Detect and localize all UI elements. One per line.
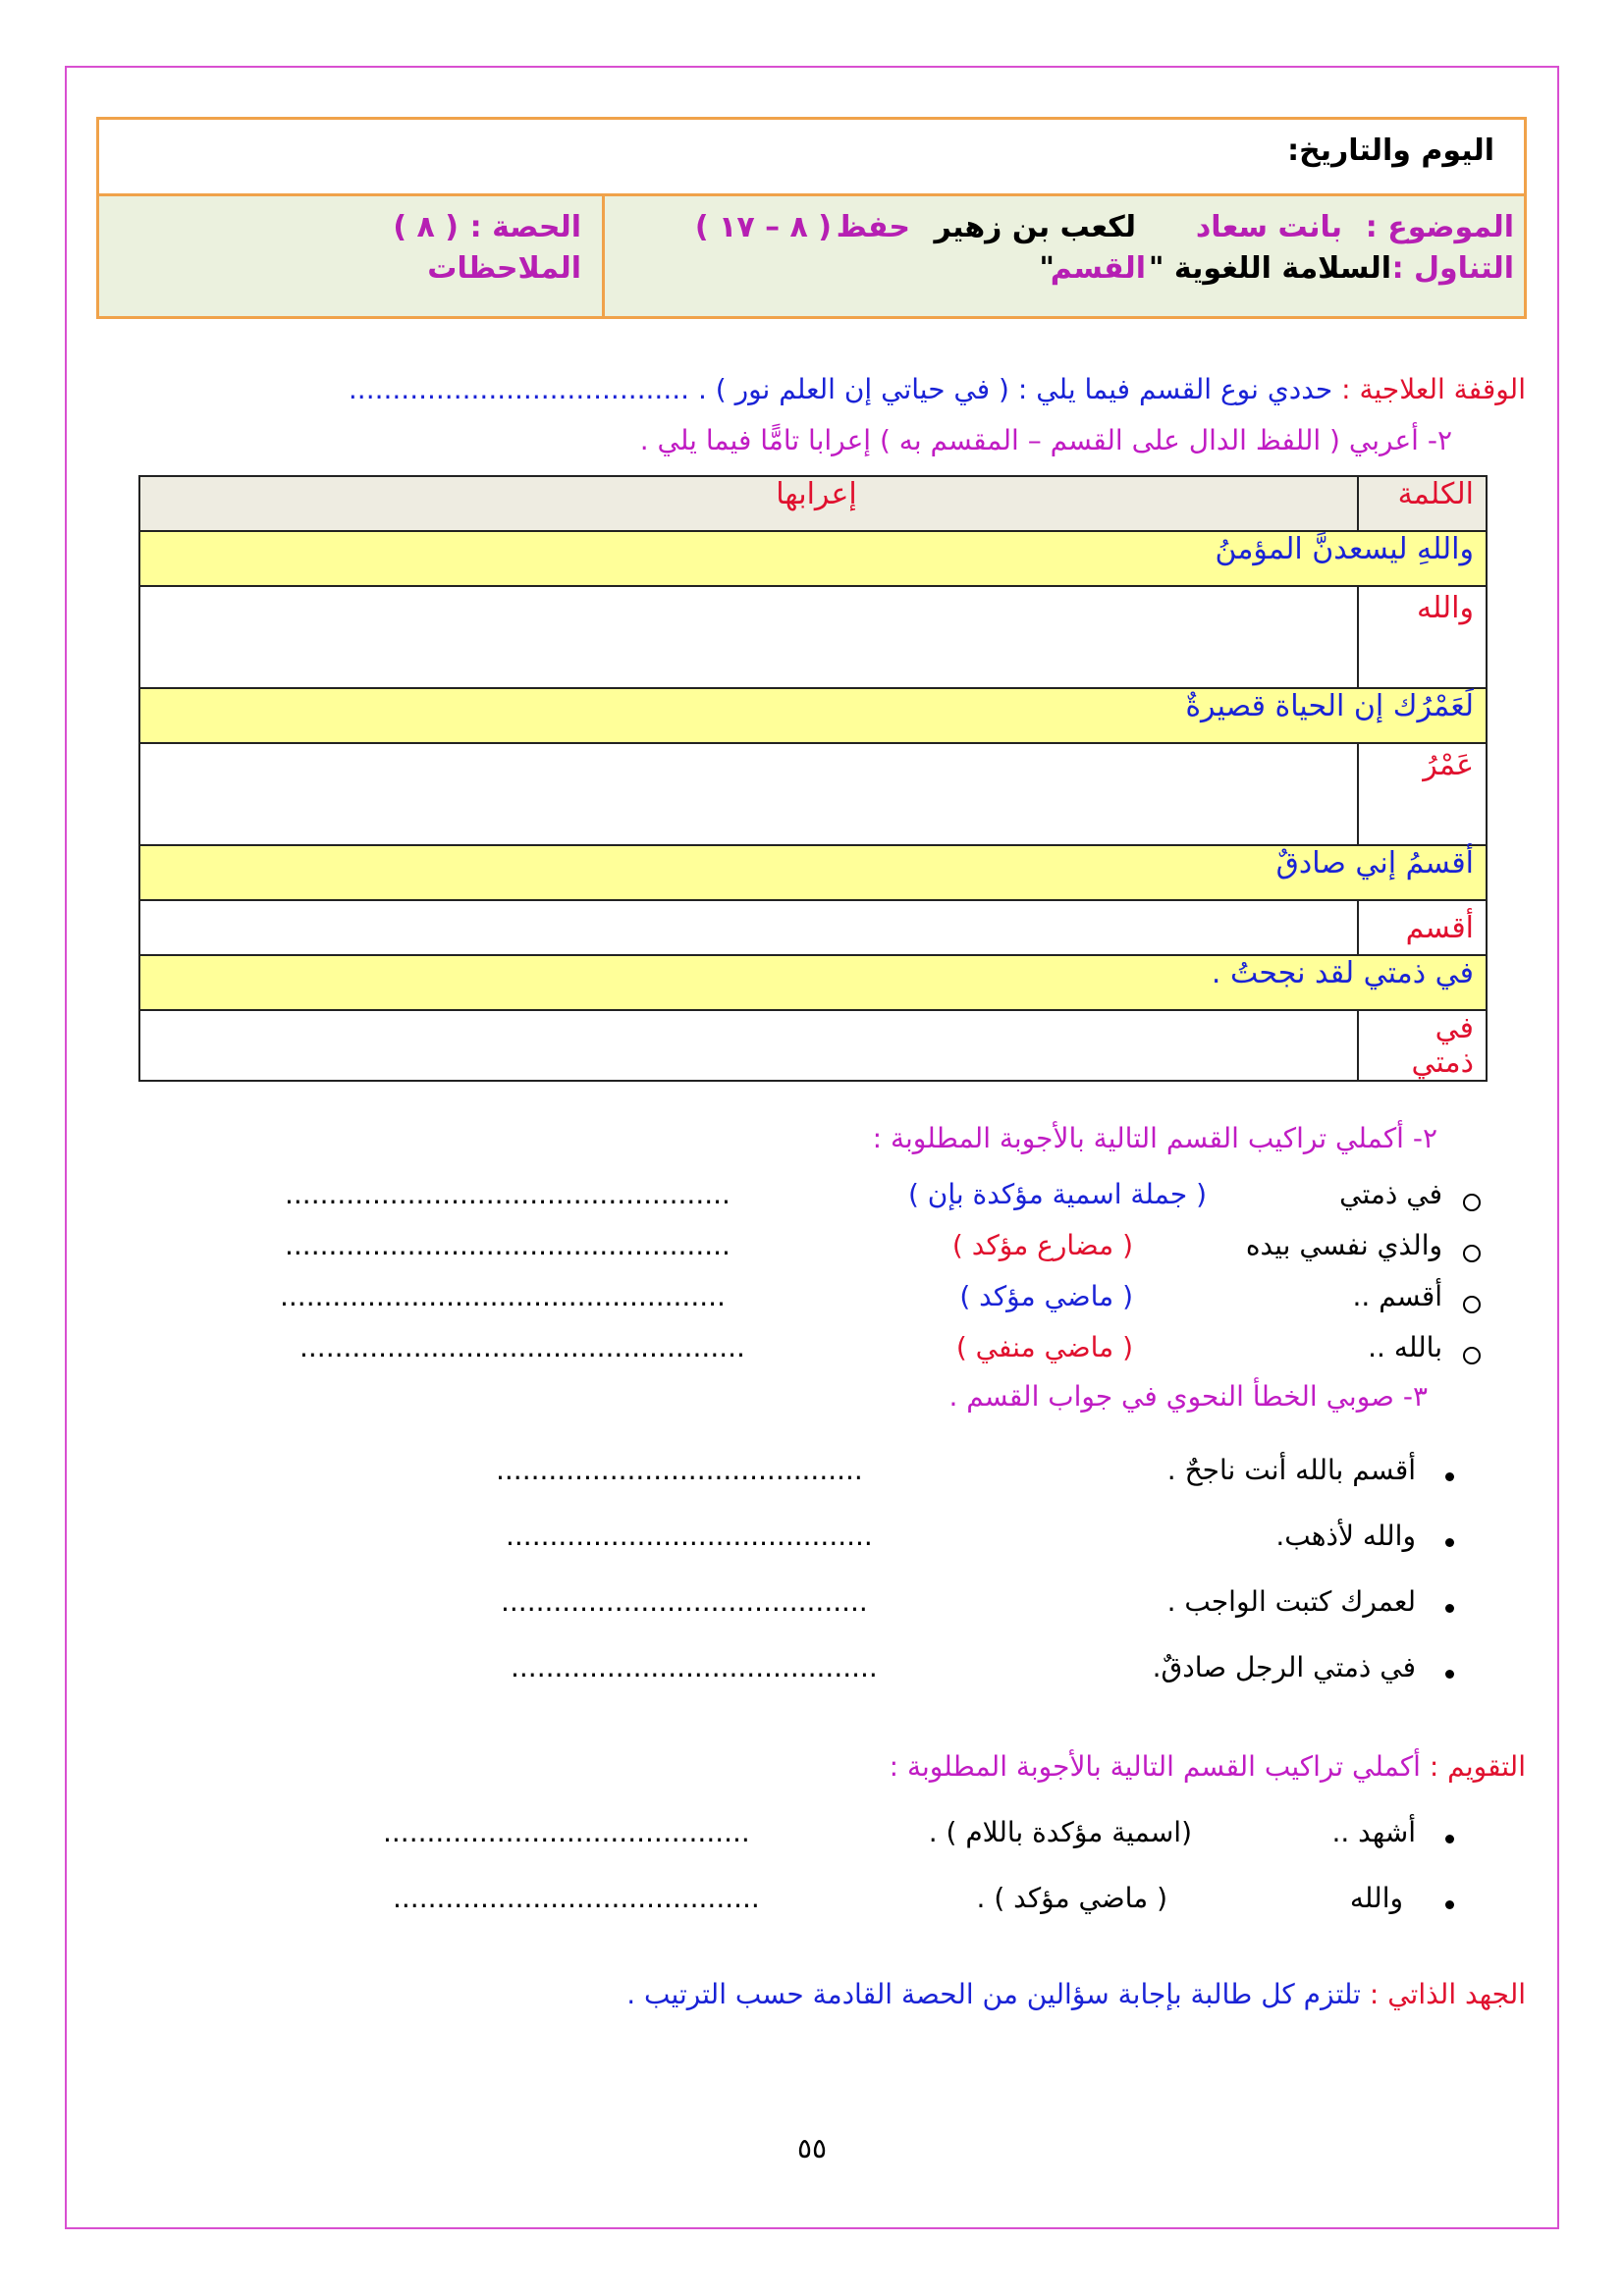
q2b-answer-dots[interactable]: ................................................... (280, 1280, 726, 1312)
evaluation-label: التقويم : (1429, 1750, 1526, 1783)
q3-title: ٣- صوبي الخطأ النحوي في جواب القسم . (948, 1380, 1428, 1413)
q2a-instruction: ٢- أعربي ( اللفظ الدال على القسم – المقسم به ) إعرابا تامًّا فيما يلي . (639, 424, 1452, 456)
sentence-row (139, 845, 1487, 900)
q2b-oath: في ذمتي (1339, 1178, 1442, 1210)
evaluation-answer-dots[interactable]: .......................................... (393, 1882, 760, 1914)
lesson-info-row (99, 196, 1524, 316)
q2b-hint: ( جملة اسمية مؤكدة بإن ) (907, 1178, 1207, 1210)
circle-bullet-icon (1463, 1296, 1481, 1313)
bullet-icon (1445, 1900, 1454, 1909)
sentence-row (139, 531, 1487, 586)
topic-author: لكعب بن زهير (934, 210, 1136, 244)
q3-answer-dots[interactable]: .......................................... (511, 1651, 878, 1683)
self-effort-label: الجهد الذاتي : (1369, 1978, 1526, 2010)
word-cell: عَمْرُ (1358, 743, 1487, 845)
parse-answer-cell[interactable] (139, 1010, 1358, 1081)
q2b-oath: بالله .. (1368, 1331, 1442, 1363)
topic-label: الموضوع : (1365, 210, 1514, 244)
bullet-icon (1445, 1538, 1454, 1547)
sentence-cell: في ذمتي لقد نجحتُ . (139, 955, 1487, 1010)
q2b-answer-dots[interactable]: ................................................... (285, 1178, 731, 1210)
answer-row (139, 1010, 1487, 1081)
period-value: ( ٨ ) (393, 210, 459, 244)
sentence-cell: واللهِ ليسعدنَّ المؤمنُ (139, 531, 1487, 586)
column-header-word: الكلمة (1358, 476, 1487, 531)
sentence-row (139, 688, 1487, 743)
word-cell: والله (1358, 586, 1487, 688)
parse-answer-cell[interactable] (139, 743, 1358, 845)
bullet-icon (1445, 1670, 1454, 1679)
self-effort-text: تلتزم كل طالبة بإجابة سؤالين من الحصة القادمة حسب الترتيب . (626, 1978, 1361, 2010)
circle-bullet-icon (1463, 1194, 1481, 1211)
q3-sentence: في ذمتي الرجل صادقٌ. (1152, 1651, 1416, 1683)
answer-row (139, 900, 1487, 955)
q3-answer-dots[interactable]: .......................................... (501, 1585, 868, 1618)
remedial-line (349, 373, 1526, 405)
memorize-range: ( ٨ – ١٧ ) (694, 210, 832, 244)
q3-answer-dots[interactable]: .......................................... (496, 1454, 863, 1486)
lesson-header (96, 117, 1527, 319)
word-cell: في ذمتي (1358, 1010, 1487, 1081)
evaluation-line (890, 1750, 1526, 1783)
table-header-row (139, 476, 1487, 531)
q3-sentence: والله لأذهب. (1275, 1520, 1416, 1552)
parse-answer-cell[interactable] (139, 900, 1358, 955)
q2b-answer-dots[interactable]: ................................................... (285, 1229, 731, 1261)
sentence-row (139, 955, 1487, 1010)
coverage-topic: القسم (1050, 251, 1146, 286)
q2b-hint: ( ماضي مؤكد ) (959, 1280, 1133, 1312)
bullet-icon (1445, 1835, 1454, 1843)
evaluation-text: أكملي تراكيب القسم التالية بالأجوبة المطلوبة : (889, 1750, 1421, 1783)
coverage-label: التناول : (1391, 251, 1514, 286)
column-header-parse: إعرابها (139, 476, 1358, 531)
header-divider (602, 196, 605, 316)
evaluation-hint: ( ماضي مؤكد ) . (976, 1882, 1167, 1914)
period-label: الحصة : (469, 210, 581, 244)
remedial-answer-dots[interactable]: ....................................... (348, 373, 690, 405)
q2b-answer-dots[interactable]: ................................................... (299, 1331, 745, 1363)
q2b-oath: والذي نفسي بيده (1245, 1229, 1442, 1261)
topic-value: بانت سعاد (1195, 210, 1342, 244)
coverage-end: " (1039, 251, 1055, 286)
q3-answer-dots[interactable]: .......................................... (506, 1520, 873, 1552)
parsing-table (138, 475, 1488, 1082)
sentence-cell: أقسمُ إني صادقٌ (139, 845, 1487, 900)
evaluation-oath: أشهد .. (1331, 1816, 1416, 1848)
bullet-icon (1445, 1472, 1454, 1481)
evaluation-hint: (اسمية مؤكدة باللام ) . (928, 1816, 1192, 1848)
remedial-label: الوقفة العلاجية : (1341, 373, 1526, 405)
q3-sentence: لعمرك كتبت الواجب . (1166, 1585, 1416, 1618)
memorize-label: حفظ (836, 210, 910, 244)
q2b-hint: ( مضارع مؤكد ) (951, 1229, 1133, 1261)
coverage-value: السلامة اللغوية " (1148, 251, 1391, 286)
q2b-title: ٢- أكملي تراكيب القسم التالية بالأجوبة المطلوبة : (872, 1122, 1437, 1154)
evaluation-answer-dots[interactable]: .......................................... (383, 1816, 750, 1848)
q2b-hint: ( ماضي منفي ) (955, 1331, 1133, 1363)
sentence-cell: لَعَمْرُك إن الحياة قصيرةٌ (139, 688, 1487, 743)
remedial-text: حددي نوع القسم فيما يلي : ( في حياتي إن العلم نور ) . (697, 373, 1333, 405)
bullet-icon (1445, 1604, 1454, 1613)
date-row (99, 120, 1524, 196)
notes-label: الملاحظات (427, 251, 581, 286)
circle-bullet-icon (1463, 1245, 1481, 1262)
q2b-oath: أقسم .. (1352, 1280, 1442, 1312)
q3-sentence: أقسم بالله أنت ناجحٌ . (1166, 1454, 1416, 1486)
word-cell: أقسم (1358, 900, 1487, 955)
circle-bullet-icon (1463, 1347, 1481, 1364)
date-label: اليوم والتاريخ: (1287, 133, 1494, 168)
page-number: ٥٥ (797, 2132, 828, 2164)
answer-row (139, 743, 1487, 845)
self-effort-line (626, 1978, 1526, 2010)
parse-answer-cell[interactable] (139, 586, 1358, 688)
evaluation-oath: والله (1349, 1882, 1403, 1914)
answer-row (139, 586, 1487, 688)
